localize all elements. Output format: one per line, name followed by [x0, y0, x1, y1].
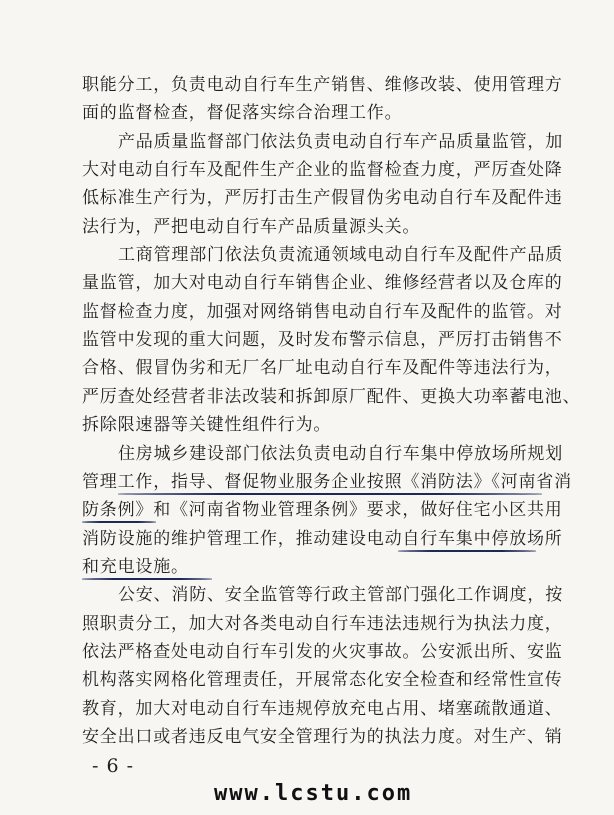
text-line: 低标准生产行为，严厉打击生产假冒伪劣电动自行车及配件违: [82, 188, 563, 208]
text-line: 产品质量监督部门依法负责电动自行车产品质量监管，加: [118, 132, 563, 152]
text-line: 消防设施的维护管理工作，推动建设电动自行车集中停放场所: [82, 529, 563, 549]
handwritten-underline: [82, 521, 156, 523]
handwritten-underline: [82, 578, 212, 580]
page-number: - 6 -: [92, 755, 135, 777]
text-line: 大对电动自行车及配件生产企业的监督检查力度，严厉查处降: [82, 160, 563, 180]
text-line: 安全出口或者违反电气安全管理行为的执法力度。对生产、销: [82, 727, 563, 747]
text-line: 法行为，严把电动自行车产品质量源头关。: [82, 217, 421, 237]
watermark-url: www.lcstu.com: [214, 781, 413, 806]
handwritten-underline: [118, 493, 542, 495]
text-line: 管理工作，指导、督促物业服务企业按照《消防法》《河南省消: [82, 472, 572, 492]
text-line: 照职责分工，加大对各类电动自行车违法违规行为执法力度，: [82, 614, 563, 634]
text-line: 依法严格查处电动自行车引发的火灾事故。公安派出所、安监: [82, 642, 563, 662]
text-line: 合格、假冒伪劣和无厂名厂址电动自行车及配件等违法行为，: [82, 358, 563, 378]
text-line: 监督检查力度，加强对网络销售电动自行车及配件的监管。对: [82, 302, 563, 322]
text-line: 拆除限速器等关键性组件行为。: [82, 415, 332, 435]
text-line: 防条例》和《河南省物业管理条例》要求，做好住宅小区共用: [82, 500, 563, 520]
text-line: 和充电设施。: [82, 557, 189, 577]
handwritten-underline: [398, 550, 536, 552]
text-line: 机构落实网格化管理责任，开展常态化安全检查和经常性宣传: [82, 670, 563, 690]
text-line: 公安、消防、安全监管等行政主管部门强化工作调度，按: [118, 585, 563, 605]
text-line: 严厉查处经营者非法改装和拆卸原厂配件、更换大功率蓄电池、: [82, 387, 581, 407]
text-line: 教育，加大对电动自行车违规停放充电占用、堵塞疏散通道、: [82, 699, 563, 719]
text-line: 住房城乡建设部门依法负责电动自行车集中停放场所规划: [118, 444, 563, 464]
text-line: 职能分工，负责电动自行车生产销售、维修改装、使用管理方: [82, 75, 563, 95]
text-line: 监管中发现的重大问题，及时发布警示信息，严厉打击销售不: [82, 330, 563, 350]
text-line: 面的监督检查，督促落实综合治理工作。: [82, 103, 403, 123]
text-line: 量监管，加大对电动自行车销售企业、维修经营者以及仓库的: [82, 273, 563, 293]
text-line: 工商管理部门依法负责流通领域电动自行车及配件产品质: [118, 245, 563, 265]
